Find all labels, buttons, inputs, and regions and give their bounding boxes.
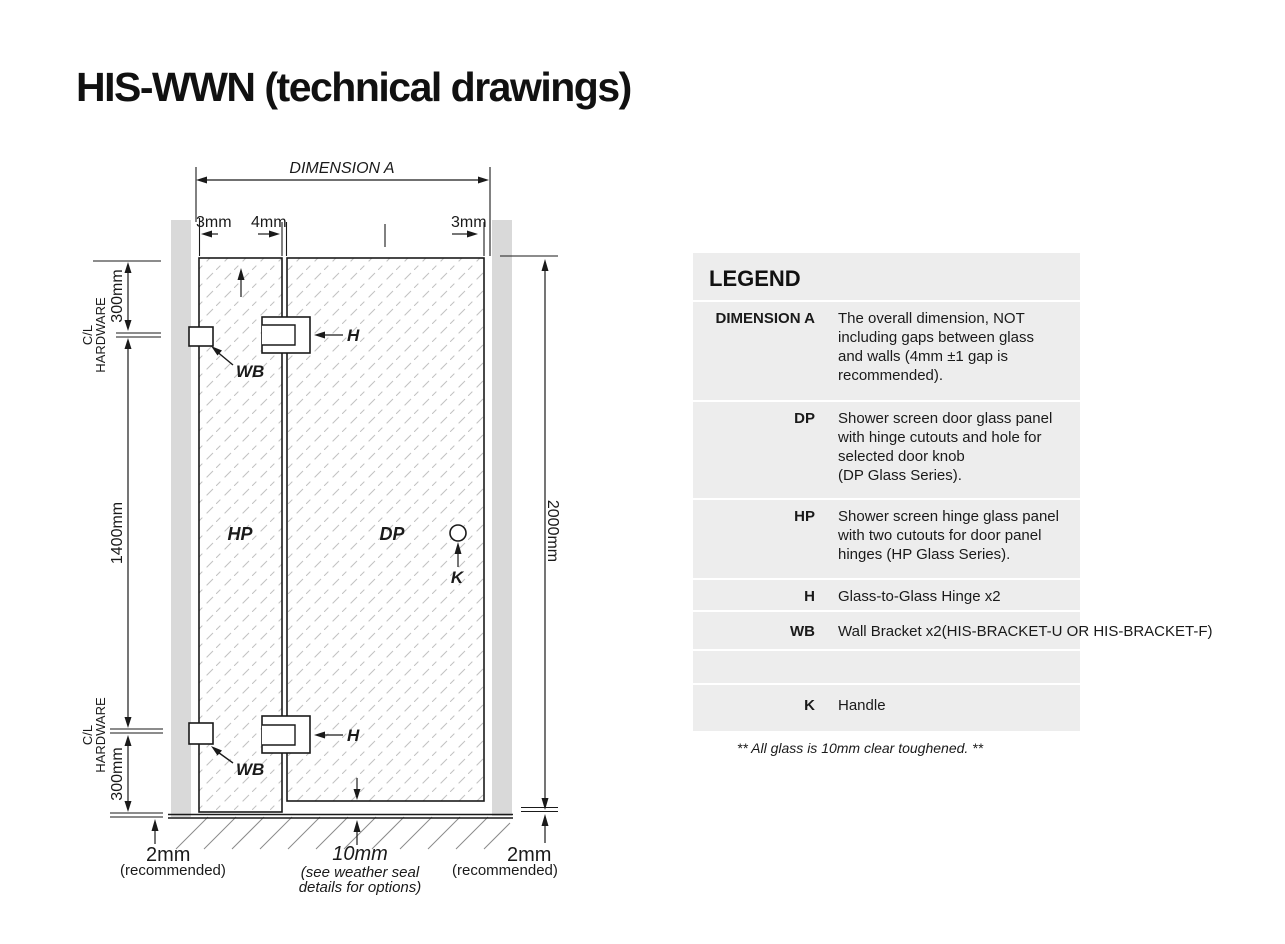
legend-def-line: recommended).: [838, 367, 944, 384]
legend-def-line: Handle: [838, 697, 886, 714]
legend-definition: [838, 696, 886, 715]
handle-label: K: [450, 568, 464, 587]
dim-300-bottom-label: 300mm: [109, 747, 126, 801]
legend-definition: [838, 409, 1052, 485]
gap-floor-left-value: 2mm: [146, 844, 191, 866]
legend-def-line: hinges (HP Glass Series).: [838, 546, 1011, 563]
glass-footnote: ** All glass is 10mm clear toughened. **: [736, 740, 984, 756]
hinge-bottom: [262, 716, 310, 753]
wall-bracket-top: [189, 327, 213, 346]
hinge-top: [262, 317, 310, 353]
weather-seal-note-1: (see weather seal: [300, 864, 420, 881]
legend-row-k: [693, 683, 1080, 731]
hinge-top-label: H: [347, 326, 360, 345]
legend-def-line: selected door knob: [838, 448, 965, 465]
legend-term: HP: [794, 508, 815, 525]
cl-top-label: C/L: [80, 324, 95, 346]
legend-def-line: (DP Glass Series).: [838, 467, 962, 484]
legend-definition: [838, 587, 1001, 606]
legend-row-wb: [693, 610, 1213, 649]
legend-def-line: with hinge cutouts and hole for: [838, 429, 1042, 446]
legend-definition: [838, 507, 1059, 564]
gap-floor-right-value: 2mm: [507, 844, 552, 866]
cl-bottom-label: C/L: [80, 724, 95, 746]
legend-heading: LEGEND: [709, 266, 801, 291]
legend-row-hp: [693, 498, 1080, 578]
gap-wall-left-label: 3mm: [196, 214, 232, 231]
legend-term: WB: [790, 623, 815, 640]
legend-def-line: Wall Bracket x2(HIS-BRACKET-U OR HIS-BRACKET-F): [838, 623, 1213, 640]
legend-definition: [838, 309, 1034, 385]
legend-row-empty: [693, 649, 1080, 683]
gap-floor-right-note: (recommended): [452, 862, 558, 879]
legend-def-line: and walls (4mm ±1 gap is: [838, 348, 1008, 365]
gap-floor-left-note: (recommended): [120, 862, 226, 879]
legend-def-line: including gaps between glass: [838, 329, 1034, 346]
hardware-top-label: HARDWARE: [93, 297, 108, 373]
hinge-panel-label: HP: [227, 524, 253, 544]
wall-left: [171, 220, 191, 817]
legend-def-line: Shower screen hinge glass panel: [838, 508, 1059, 525]
legend-row-h: [693, 578, 1080, 610]
door-handle: [450, 525, 466, 541]
dim-1400-label: 1400mm: [109, 501, 126, 565]
gap-floor-door-value: 10mm: [332, 843, 388, 865]
legend-definition: [838, 622, 1213, 641]
legend-term: H: [804, 588, 815, 605]
dim-2000-label: 2000mm: [544, 499, 561, 563]
legend-def-line: The overall dimension, NOT: [838, 310, 1025, 327]
legend-row-dp: [693, 400, 1080, 498]
legend-def-line: Shower screen door glass panel: [838, 410, 1053, 427]
legend-term: K: [804, 697, 815, 714]
hardware-bottom-label: HARDWARE: [93, 697, 108, 773]
wall-bracket-bottom: [189, 723, 213, 744]
floor-line: [168, 815, 513, 819]
legend-def-line: with two cutouts for door panel: [838, 527, 1042, 544]
legend-panel: [693, 253, 1213, 731]
dimension-a-label: DIMENSION A: [289, 160, 395, 177]
page-title: HIS-WWN (technical drawings): [76, 64, 631, 110]
hinge-bottom-label: H: [347, 726, 360, 745]
legend-term: DIMENSION A: [715, 310, 815, 327]
dim-300-top-label: 300mm: [109, 269, 126, 323]
gap-hinge-label: 4mm: [251, 214, 287, 231]
legend-term: DP: [794, 410, 815, 427]
door-panel-label: DP: [379, 524, 405, 544]
wall-right: [492, 220, 512, 816]
legend-row-dimension-a: [693, 300, 1080, 400]
weather-seal-note-2: details for options): [298, 879, 422, 896]
wall-bracket-top-label: WB: [236, 362, 265, 381]
legend-def-line: Glass-to-Glass Hinge x2: [838, 588, 1001, 605]
gap-wall-right-label: 3mm: [451, 214, 487, 231]
wall-bracket-bottom-label: WB: [236, 760, 265, 779]
